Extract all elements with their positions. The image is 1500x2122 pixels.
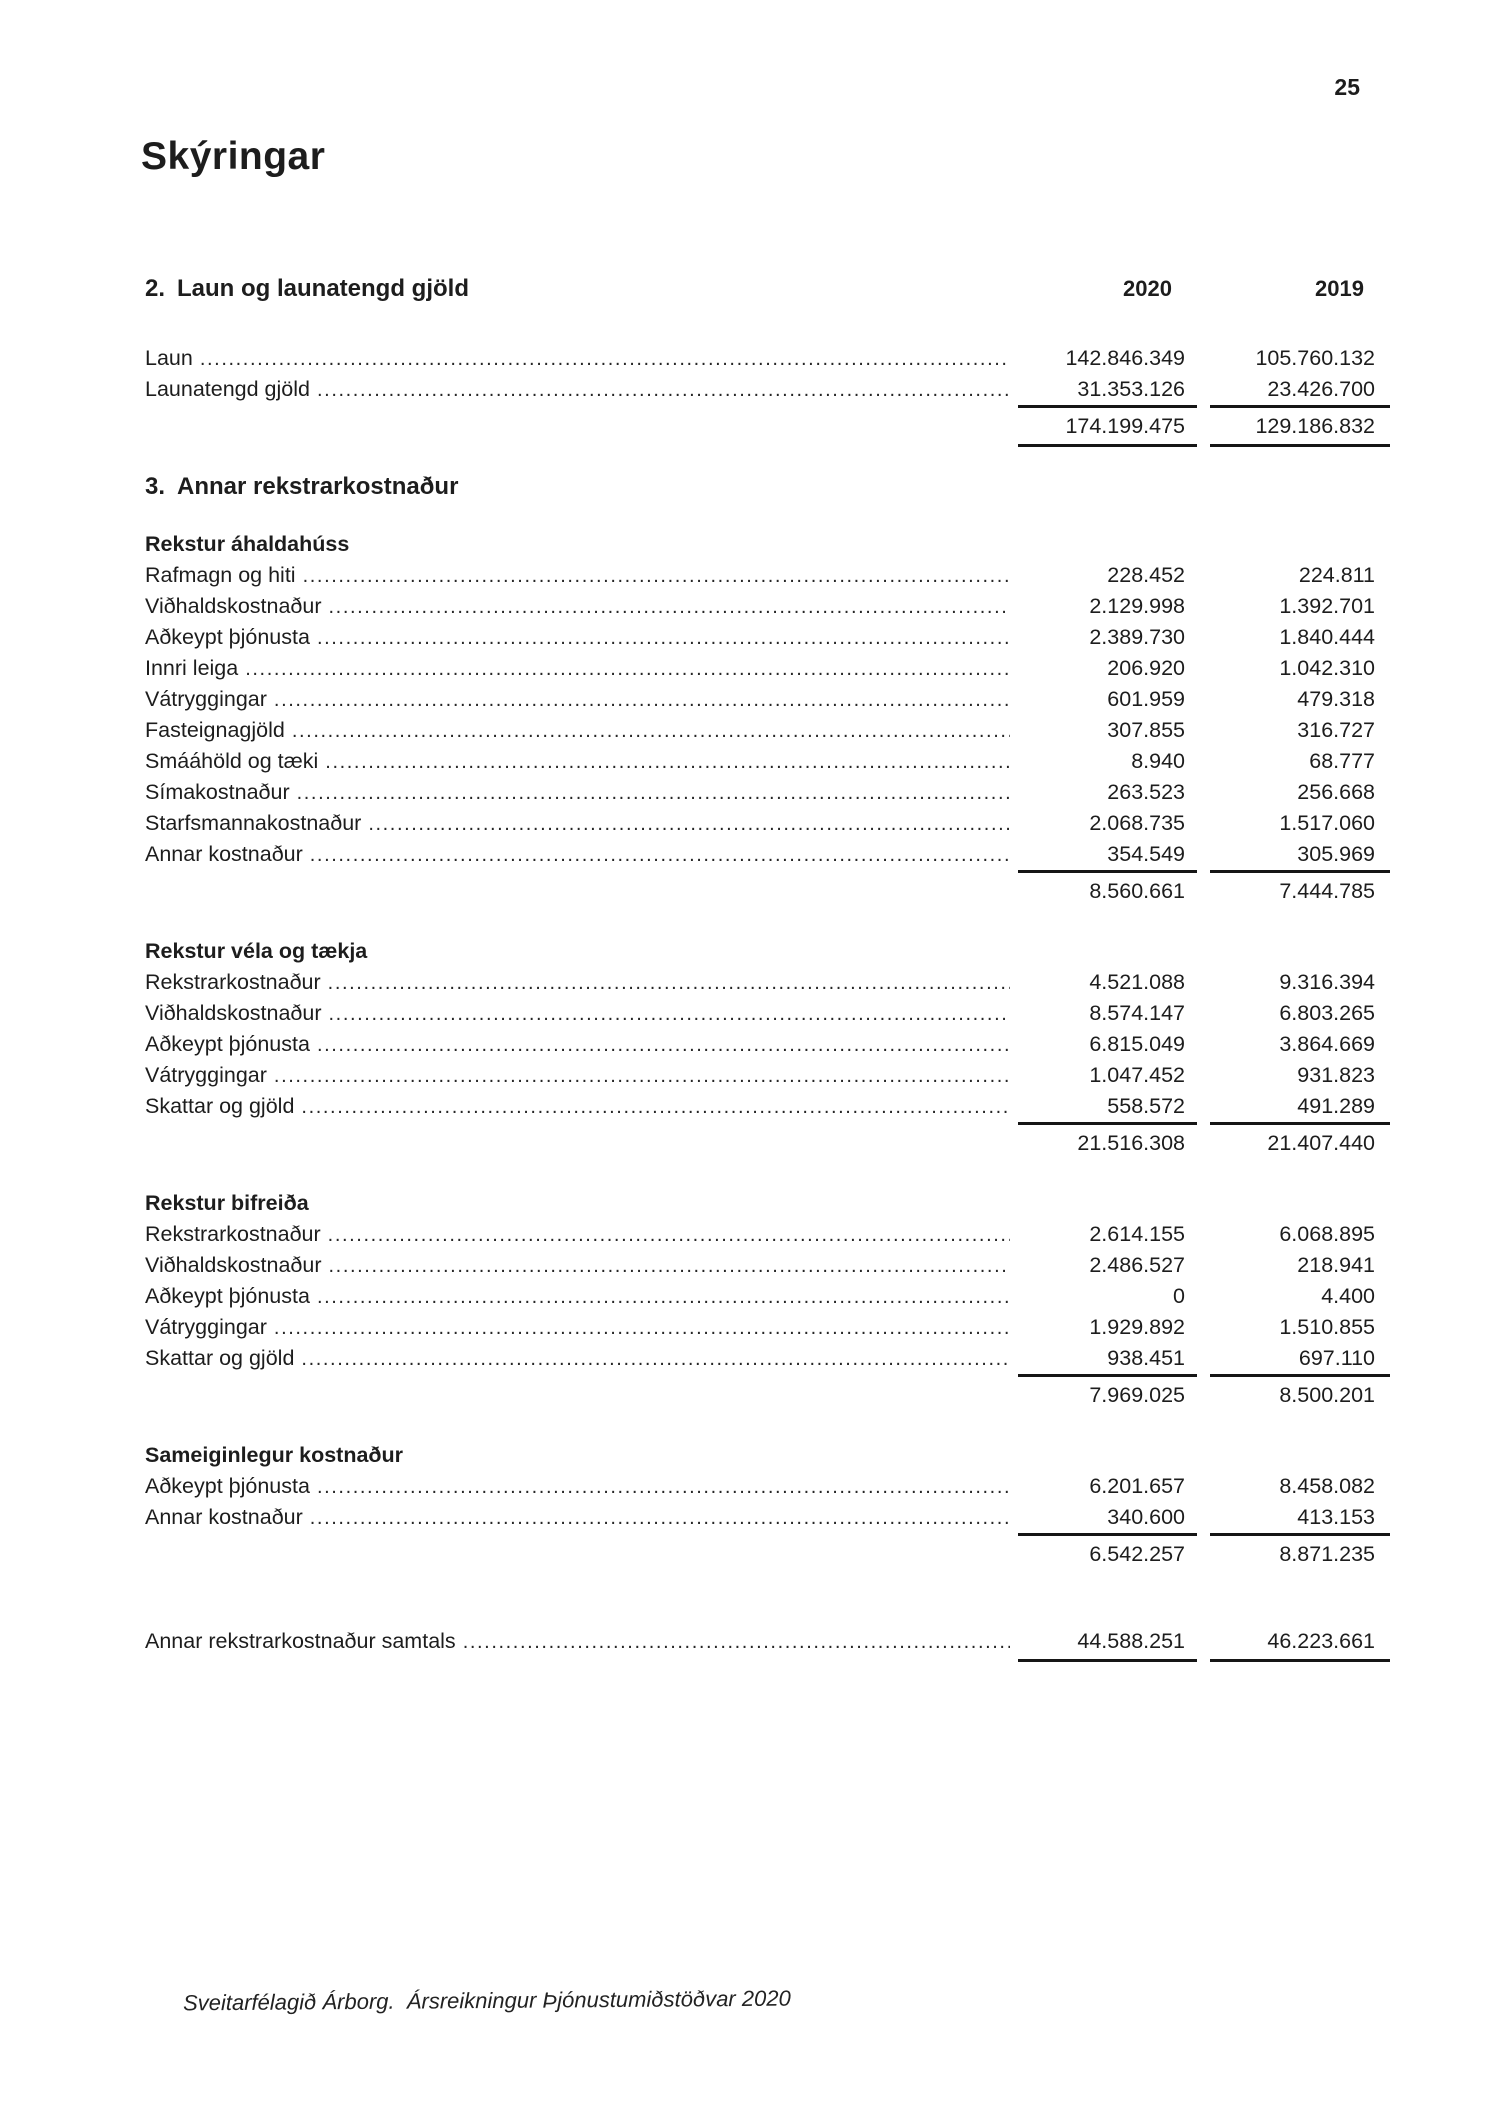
row-label: Aðkeypt þjónusta — [145, 1284, 310, 1308]
row-label: Innri leiga — [145, 656, 239, 680]
dot-leader — [328, 1219, 1010, 1251]
value-2019: 9.316.394 — [1279, 970, 1375, 994]
dot-leader — [303, 560, 1010, 592]
dot-leader — [274, 1060, 1010, 1092]
table-row — [145, 777, 1390, 808]
row-label: Laun — [145, 346, 193, 370]
total-2020: 174.199.475 — [1018, 405, 1197, 447]
table-row — [145, 1281, 1390, 1312]
page-content — [141, 0, 1390, 1659]
table-row — [145, 1060, 1390, 1091]
grand-total-section — [145, 1623, 1390, 1659]
value-2019: 68.777 — [1309, 749, 1375, 773]
row-label: Vátryggingar — [145, 1315, 267, 1339]
subtotal-row — [145, 1374, 1390, 1410]
value-2019: 256.668 — [1297, 780, 1375, 804]
table-row — [145, 343, 1390, 374]
dot-leader — [274, 1312, 1010, 1344]
page-number: 25 — [1334, 74, 1360, 100]
row-label: Viðhaldskostnaður — [145, 1001, 322, 1025]
section-title: Laun og launatengd gjöld — [177, 275, 469, 302]
value-2019: 224.811 — [1298, 563, 1375, 587]
value-2019: 1.840.444 — [1279, 625, 1375, 649]
value-2020: 228.452 — [1107, 563, 1185, 587]
value-2019: 1.392.701 — [1279, 594, 1375, 618]
total-2020: 6.542.257 — [1018, 1533, 1197, 1572]
group-sameiginlegur — [145, 1440, 1390, 1569]
table-row — [145, 560, 1390, 591]
dot-leader — [317, 374, 1010, 406]
dot-leader — [329, 591, 1010, 623]
value-2020: 1.047.452 — [1089, 1063, 1185, 1087]
row-label: Starfsmannakostnaður — [145, 811, 362, 835]
dot-leader — [292, 715, 1010, 747]
group-title-label: Sameiginlegur kostnaður — [145, 1443, 404, 1467]
group-vela-og-taekja — [145, 936, 1390, 1158]
row-label: Viðhaldskostnaður — [145, 1253, 322, 1277]
value-2019: 23.426.700 — [1267, 377, 1375, 401]
value-2020: 6.201.657 — [1089, 1474, 1185, 1498]
value-2020: 307.855 — [1107, 718, 1185, 742]
value-2020: 31.353.126 — [1077, 377, 1185, 401]
row-label: Rafmagn og hiti — [145, 563, 296, 587]
year-column-2019: 2019 — [1315, 276, 1364, 301]
section-2-table — [145, 343, 1390, 441]
group-ahaldahus — [145, 529, 1390, 906]
table-row — [145, 808, 1390, 839]
value-2019: 413.153 — [1297, 1505, 1375, 1529]
total-2020: 21.516.308 — [1018, 1122, 1197, 1161]
dot-leader — [301, 1091, 1010, 1123]
value-2019: 218.941 — [1297, 1253, 1375, 1277]
value-2020: 2.486.527 — [1089, 1253, 1185, 1277]
table-row — [145, 715, 1390, 746]
row-label: Vátryggingar — [145, 687, 267, 711]
value-2020: 4.521.088 — [1089, 970, 1185, 994]
section-2-heading — [145, 275, 1390, 303]
value-2020: 142.846.349 — [1065, 346, 1185, 370]
value-2020: 6.815.049 — [1089, 1032, 1185, 1056]
total-2020: 7.969.025 — [1018, 1374, 1197, 1413]
dot-leader — [274, 684, 1010, 716]
table-row — [145, 1471, 1390, 1502]
table-row — [145, 998, 1390, 1029]
value-2020: 206.920 — [1107, 656, 1185, 680]
dot-leader — [317, 1471, 1010, 1503]
row-label: Aðkeypt þjónusta — [145, 1032, 310, 1056]
section-number: 2. — [145, 275, 166, 302]
group-title — [145, 1188, 1390, 1219]
row-label: Annar rekstrarkostnaður samtals — [145, 1629, 456, 1653]
value-2020: 263.523 — [1107, 780, 1185, 804]
value-2020: 340.600 — [1107, 1505, 1185, 1529]
dot-leader — [325, 746, 1010, 778]
row-label: Rekstrarkostnaður — [145, 970, 321, 994]
subtotal-row — [145, 1122, 1390, 1158]
subtotal-row — [145, 1533, 1390, 1569]
table-row — [145, 1502, 1390, 1533]
dot-leader — [368, 808, 1010, 840]
table-row — [145, 1029, 1390, 1060]
table-row — [145, 1091, 1390, 1122]
row-label: Smááhöld og tæki — [145, 749, 319, 773]
value-2019: 6.068.895 — [1279, 1222, 1375, 1246]
dot-leader — [329, 1250, 1010, 1282]
total-2019: 129.186.832 — [1210, 405, 1390, 447]
row-label: Annar kostnaður — [145, 842, 303, 866]
table-row — [145, 967, 1390, 998]
value-2020: 8.574.147 — [1089, 1001, 1185, 1025]
value-2019: 105.760.132 — [1255, 346, 1375, 370]
row-label: Launatengd gjöld — [145, 377, 310, 401]
row-label: Annar kostnaður — [145, 1505, 303, 1529]
table-row — [145, 1219, 1390, 1250]
table-row — [145, 653, 1390, 684]
group-title — [145, 1440, 1390, 1471]
group-title-label: Rekstur bifreiða — [145, 1191, 309, 1215]
row-label: Símakostnaður — [145, 780, 290, 804]
group-bifreida — [145, 1188, 1390, 1410]
group-title — [145, 936, 1390, 967]
total-2019: 21.407.440 — [1210, 1122, 1390, 1161]
group-title — [145, 529, 1390, 560]
group-title-label: Rekstur véla og tækja — [145, 939, 368, 963]
value-2019: 6.803.265 — [1279, 1001, 1375, 1025]
value-2019: 316.727 — [1297, 718, 1375, 742]
table-row — [145, 1312, 1390, 1343]
value-2019: 491.289 — [1297, 1094, 1375, 1118]
dot-leader — [317, 1029, 1010, 1061]
year-column-2020: 2020 — [1123, 276, 1172, 301]
section-number: 3. — [145, 473, 166, 500]
dot-leader — [245, 653, 1010, 685]
row-label: Viðhaldskostnaður — [145, 594, 322, 618]
footer-text: Sveitarfélagið Árborg. Ársreikningur Þjónustumiðstöðvar 2020 — [182, 1985, 791, 2016]
section-title: Annar rekstrarkostnaður — [177, 473, 459, 500]
value-2019: 305.969 — [1297, 842, 1375, 866]
value-2019: 1.517.060 — [1279, 811, 1375, 835]
table-row — [145, 622, 1390, 653]
row-label: Skattar og gjöld — [145, 1094, 295, 1118]
value-2019: 931.823 — [1297, 1063, 1375, 1087]
dot-leader — [463, 1623, 1010, 1660]
value-2020: 558.572 — [1107, 1094, 1185, 1118]
subtotal-row — [145, 405, 1390, 441]
value-2020: 0 — [1173, 1284, 1185, 1308]
table-row — [145, 1250, 1390, 1281]
value-2019: 4.400 — [1321, 1284, 1375, 1308]
grand-total-2019: 46.223.661 — [1210, 1623, 1390, 1662]
dot-leader — [301, 1343, 1010, 1375]
value-2020: 1.929.892 — [1089, 1315, 1185, 1339]
row-label: Aðkeypt þjónusta — [145, 1474, 310, 1498]
value-2020: 2.129.998 — [1089, 594, 1185, 618]
dot-leader — [297, 777, 1010, 809]
row-label: Vátryggingar — [145, 1063, 267, 1087]
value-2019: 3.864.669 — [1279, 1032, 1375, 1056]
value-2020: 2.389.730 — [1089, 625, 1185, 649]
row-label: Aðkeypt þjónusta — [145, 625, 310, 649]
total-2019: 8.500.201 — [1210, 1374, 1390, 1413]
group-title-label: Rekstur áhaldahúss — [145, 532, 350, 556]
subtotal-row — [145, 870, 1390, 906]
value-2020: 354.549 — [1107, 842, 1185, 866]
table-row — [145, 746, 1390, 777]
dot-leader — [317, 622, 1010, 654]
table-row — [145, 374, 1390, 405]
section-3-heading — [145, 473, 1390, 501]
grand-total-2020: 44.588.251 — [1018, 1623, 1197, 1662]
table-row — [145, 1343, 1390, 1374]
value-2020: 8.940 — [1131, 749, 1185, 773]
value-2020: 2.068.735 — [1089, 811, 1185, 835]
dot-leader — [200, 343, 1010, 375]
value-2019: 1.042.310 — [1279, 656, 1375, 680]
dot-leader — [317, 1281, 1010, 1313]
value-2020: 601.959 — [1107, 687, 1185, 711]
value-2019: 479.318 — [1297, 687, 1375, 711]
value-2020: 938.451 — [1107, 1346, 1185, 1370]
dot-leader — [310, 1502, 1010, 1534]
document-title: Skýringar — [141, 135, 326, 178]
total-2020: 8.560.661 — [1018, 870, 1197, 909]
row-label: Skattar og gjöld — [145, 1346, 295, 1370]
grand-total-row — [145, 1623, 1390, 1659]
row-label: Rekstrarkostnaður — [145, 1222, 321, 1246]
total-2019: 7.444.785 — [1210, 870, 1390, 909]
table-row — [145, 839, 1390, 870]
value-2019: 8.458.082 — [1279, 1474, 1375, 1498]
value-2019: 1.510.855 — [1279, 1315, 1375, 1339]
total-2019: 8.871.235 — [1210, 1533, 1390, 1572]
value-2020: 2.614.155 — [1089, 1222, 1185, 1246]
value-2019: 697.110 — [1298, 1346, 1375, 1370]
dot-leader — [329, 998, 1010, 1030]
dot-leader — [310, 839, 1010, 871]
row-label: Fasteignagjöld — [145, 718, 285, 742]
table-row — [145, 684, 1390, 715]
dot-leader — [328, 967, 1010, 999]
table-row — [145, 591, 1390, 622]
